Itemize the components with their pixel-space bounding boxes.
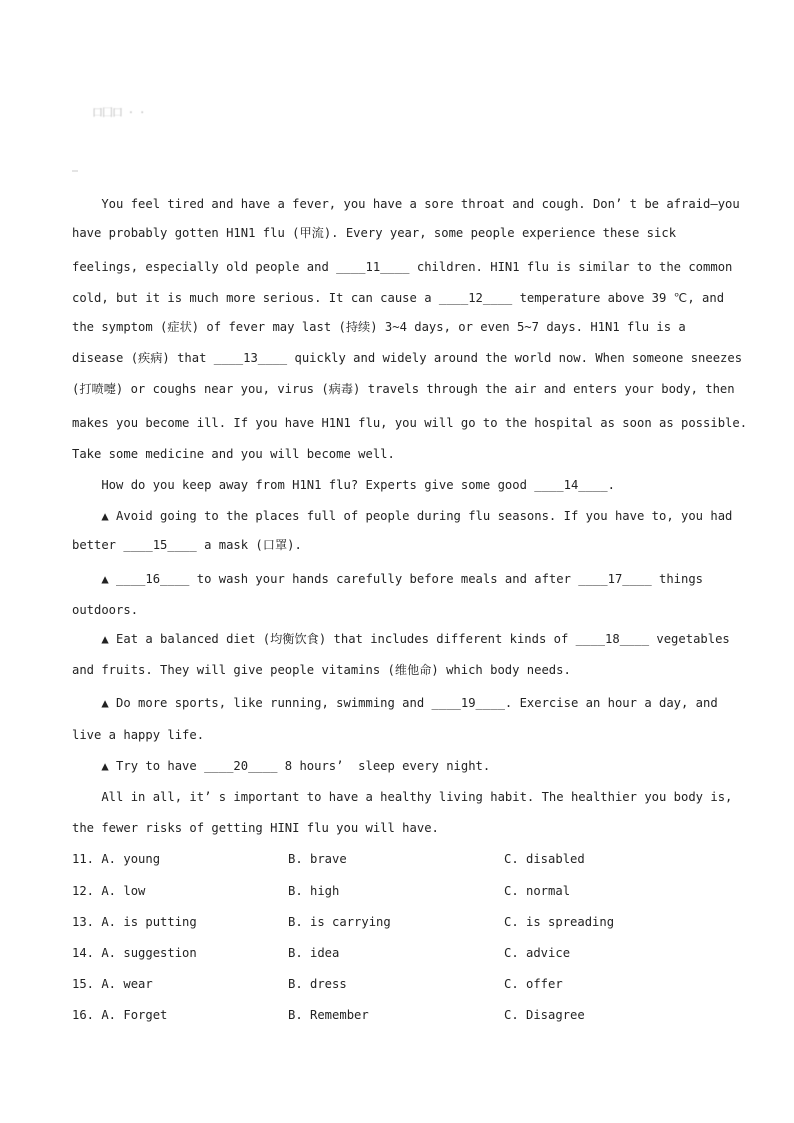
passage-line: You feel tired and have a fever, you have a sore throat and cough. Don’ t be afraid—you — [72, 197, 740, 211]
passage-line: All in all, it’ s important to have a healthy living habit. The healthier you body is, — [72, 790, 733, 804]
option-b: B. is carrying — [288, 915, 391, 929]
option-c: C. is spreading — [504, 915, 615, 929]
passage-line: How do you keep away from H1N1 flu? Experts give some good ____14____. — [72, 478, 615, 492]
option-b: B. brave — [288, 852, 347, 866]
passage-line: (打喷嚏) or coughs near you, virus (病毒) travels through the air and enters your body, then — [72, 382, 735, 396]
option-c: C. Disagree — [504, 1008, 585, 1022]
option-a: 14. A. suggestion — [72, 946, 197, 960]
passage-line: live a happy life. — [72, 728, 205, 742]
option-b: B. high — [288, 884, 340, 898]
passage-line: cold, but it is much more serious. It can cause a ____12____ temperature above 39 ℃, and — [72, 291, 725, 305]
passage-line: disease (疾病) that ____13____ quickly and widely around the world now. When someone sneezes — [72, 351, 743, 365]
passage-line: ▲ Do more sports, like running, swimming and ____19____. Exercise an hour a day, and — [72, 696, 718, 710]
passage-line: ▲ ____16____ to wash your hands carefully before meals and after ____17____ things — [72, 572, 704, 586]
option-a: 15. A. wear — [72, 977, 153, 991]
option-c: C. normal — [504, 884, 571, 898]
option-c: C. disabled — [504, 852, 585, 866]
option-a: 12. A. low — [72, 884, 146, 898]
passage-line: ▲ Avoid going to the places full of people during flu seasons. If you have to, you had — [72, 509, 733, 523]
passage-line: and fruits. They will give people vitamins (维他命) which body needs. — [72, 663, 571, 677]
passage-line: ▲ Eat a balanced diet (均衡饮食) that includes different kinds of ____18____ vegetables — [72, 632, 730, 646]
option-a: 13. A. is putting — [72, 915, 197, 929]
option-a: 11. A. young — [72, 852, 161, 866]
passage-line: better ____15____ a mask (口罩). — [72, 538, 302, 552]
option-b: B. idea — [288, 946, 340, 960]
option-c: C. advice — [504, 946, 571, 960]
passage-line: ▲ Try to have ____20____ 8 hours’ sleep every night. — [72, 759, 491, 773]
option-b: B. Remember — [288, 1008, 369, 1022]
scan-speck — [72, 170, 78, 172]
passage-line: the symptom (症状) of fever may last (持续) 3~4 days, or even 5~7 days. H1N1 flu is a — [72, 320, 686, 334]
passage-line: have probably gotten H1N1 flu (甲流). Every year, some people experience these sick — [72, 226, 677, 240]
passage-line: the fewer risks of getting HINI flu you will have. — [72, 821, 439, 835]
passage-line: outdoors. — [72, 603, 139, 617]
option-a: 16. A. Forget — [72, 1008, 168, 1022]
passage-line: Take some medicine and you will become well. — [72, 447, 395, 461]
passage-line: feelings, especially old people and ____11____ children. HIN1 flu is similar to the common — [72, 260, 733, 274]
header-smudge: 口囗口 · · — [92, 106, 145, 119]
option-c: C. offer — [504, 977, 563, 991]
passage-line: makes you become ill. If you have H1N1 flu, you will go to the hospital as soon as possible. — [72, 416, 748, 430]
option-b: B. dress — [288, 977, 347, 991]
